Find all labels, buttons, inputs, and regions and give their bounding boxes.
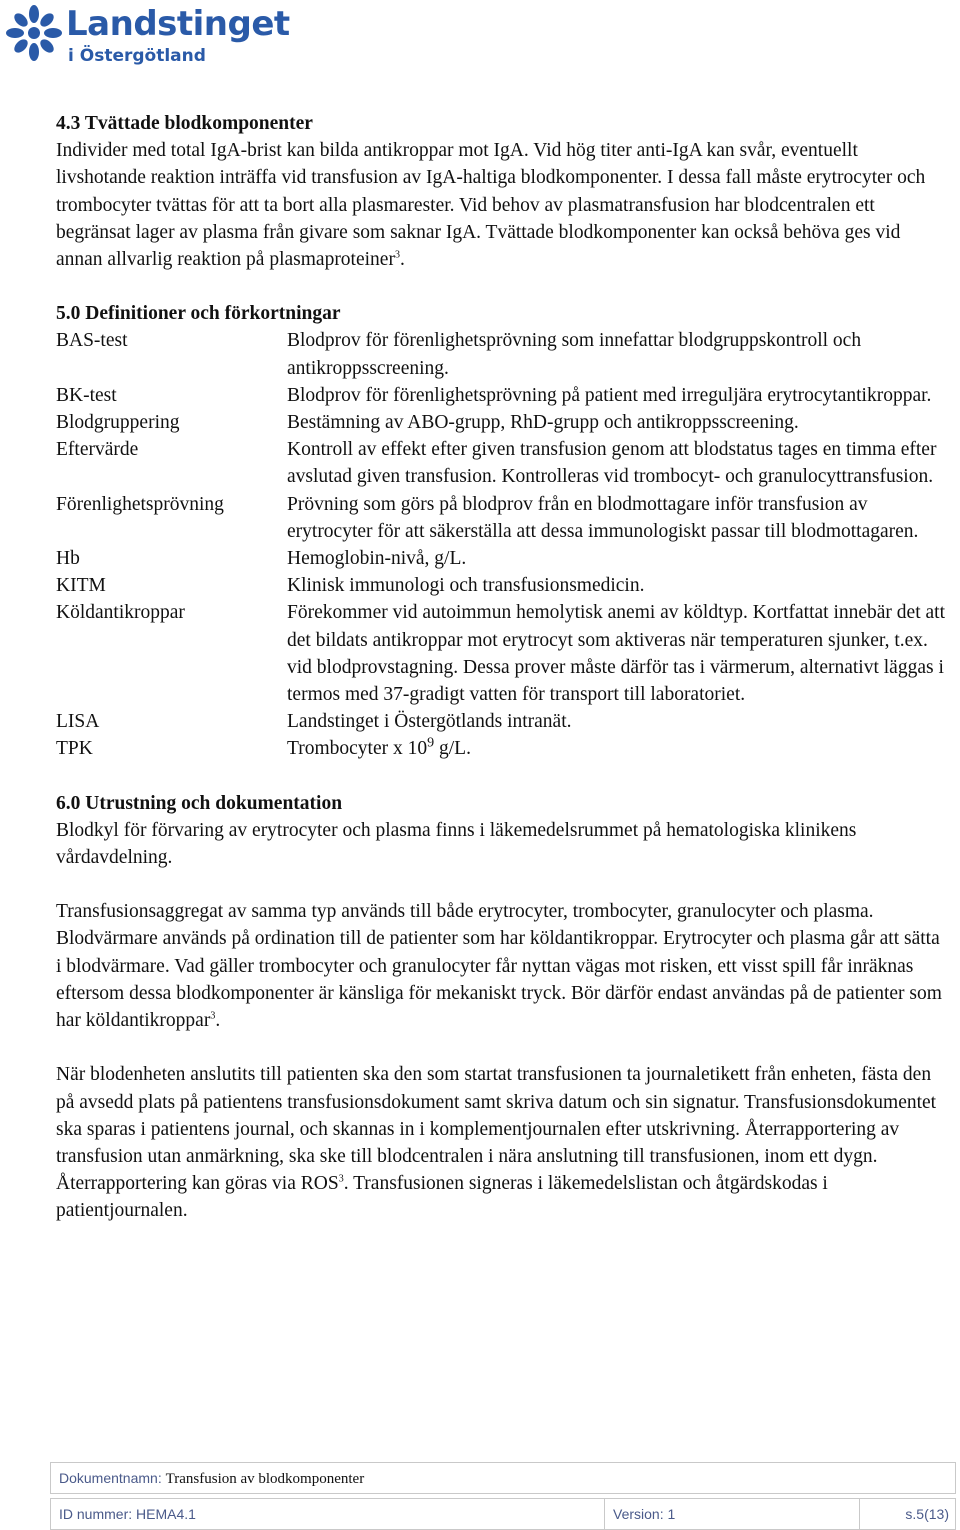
definition-description: Hemoglobin-nivå, g/L. [287,548,467,570]
definition-description: Blodprov för förenlighetsprövning på patient med irreguljära erytrocytantikroppar. [287,384,932,406]
definition-term: BAS-test [56,330,128,352]
section-6-0-paragraph-2 [56,898,946,1034]
definition-description: Blodprov för förenlighetsprövning som innefattar blodgruppskontroll och antikroppsscreening. [287,330,862,379]
flower-emblem-icon [4,2,64,64]
reference-marker: 3 [210,1010,216,1022]
tpk-exponent: 9 [427,735,435,751]
definition-description: Förekommer vid autoimmun hemolytisk anemi av köldtyp. Kortfattat innebär det att det bildats antikroppar mot erytrocyt som aktiveras när temperaturen sjunker, t.ex. vid blodprovstagning. Dessa prover måste därför tas i värmerum, alternativt läggas i termos med 37-gradigt vatten för transport till laboratoriet. [287,602,945,706]
definition-row [56,599,946,708]
definition-term: Hb [56,548,80,570]
section-6-0-paragraph-1: Blodkyl för förvaring av erytrocyter och plasma finns i läkemedelsrummet på hematologiska klinikens vårdavdelning. [56,819,857,869]
definition-description: Landstinget i Östergötlands intranät. [287,711,572,733]
document-name-value: Transfusion av blodkomponenter [165,1471,365,1487]
reference-marker: 3 [394,249,400,261]
definition-term: TPK [56,738,93,760]
definition-row [56,708,946,735]
paragraph-3-end: . Transfusionen signeras i läkemedelslistan och åtgärdskodas i patientjournalen. [56,1173,828,1222]
definition-term: Förenlighetsprövning [56,493,224,515]
section-4-3-text [56,137,946,273]
document-id: ID nummer: HEMA4.1 [51,1499,605,1529]
definition-row [56,409,946,436]
tpk-desc-text: Trombocyter x 10 [287,738,428,760]
document-footer [50,1462,956,1530]
definition-row-tpk [56,735,946,762]
section-6-0-heading: 6.0 Utrustning och dokumentation [56,792,343,814]
definition-description [287,735,946,762]
sentence-end: . [215,1010,221,1032]
definition-term: LISA [56,711,100,733]
definition-term: Köldantikroppar [56,602,185,624]
paragraph-2-body: Transfusionsaggregat av samma typ används till både erytrocyter, trombocyter, granulocyter och plasma. Blodvärmare används på ordination till de patienter som har köldantikroppar. Erytrocyter och plasma går att sätta i blodvärmare. Vad gäller trombocyter och granulocyter får nyttan vägas mot risken, ett visst spill får inräknas eftersom dessa blodkomponenter är känsliga för mekaniskt tryck. Bör därför endast användas på de patienter som har köldantikroppar [56,901,942,1032]
paragraph-3-body: När blodenheten anslutits till patienten ska den som startat transfusionen ta journaletikett från enheten, fästa den på avsedd plats på patientens transfusionsdokument samt skriva datum och sin signatur. Transfusionsdokumentet ska sparas i patientens journal, och skannas in i komplementjournalen efter utskrivning. Återrapportering av transfusion utan anmärkning, ska ske till blodcentralen i nära anslutning till transfusionen, inom ett dygn. Återrapportering kan göras via ROS [56,1064,937,1195]
page-number: s.5(13) [905,1506,949,1522]
section-4-3-heading: 4.3 Tvättade blodkomponenter [56,113,313,134]
definition-row [56,327,946,381]
sentence-end: . [399,249,405,271]
definition-row [56,545,946,572]
footer-meta-row [50,1498,956,1530]
section-6-0-paragraph-3 [56,1061,946,1224]
definition-row [56,572,946,599]
definition-term: Blodgruppering [56,412,180,434]
document-version: Version: 1 [605,1499,860,1529]
definition-term: Eftervärde [56,439,139,461]
definition-row [56,436,946,490]
definition-description: Klinisk immunologi och transfusionsmedicin. [287,575,645,597]
definition-description: Kontroll av effekt efter given transfusion genom att blodstatus tages en timma efter avslutad given transfusion. Kontrolleras vid trombocyt- och granulocyttransfusion. [287,439,937,488]
document-name-label: Dokumentnamn: [59,1470,162,1486]
document-body [56,110,946,1225]
reference-marker: 3 [338,1173,344,1185]
tpk-unit: g/L. [434,738,471,760]
logo-title: Landstinget [66,4,290,44]
definition-description: Bestämning av ABO-grupp, RhD-grupp och antikroppsscreening. [287,412,799,434]
definition-description: Prövning som görs på blodprov från en blodmottagare inför transfusion av erytrocyter för att säkerställa att dessa immunologiskt passar till blodmottagaren. [287,493,919,542]
section-4-3-body: Individer med total IgA-brist kan bilda antikroppar mot IgA. Vid hög titer anti-IgA kan svår, eventuellt livshotande reaktion inträffa vid transfusion av IgA-haltiga blodkomponenter. I dessa fall måste erytrocyter och trombocyter tvättas för att ta bort alla plasmarester. Vid behov av plasmatransfusion har blodcentralen ett begränsat lager av plasma från givare som saknar IgA. Tvättade blodkomponenter kan också behöva ges vid annan allvarlig reaktion på plasmaproteiner [56,140,926,271]
definition-row [56,491,946,545]
footer-document-name [50,1462,956,1494]
definition-term: KITM [56,575,106,597]
section-5-0-heading: 5.0 Definitioner och förkortningar [56,303,341,325]
definitions-list [56,327,946,735]
logo-subtitle: i Östergötland [68,46,206,66]
landstinget-logo [4,2,304,70]
definition-row [56,382,946,409]
definition-term: BK-test [56,384,117,406]
